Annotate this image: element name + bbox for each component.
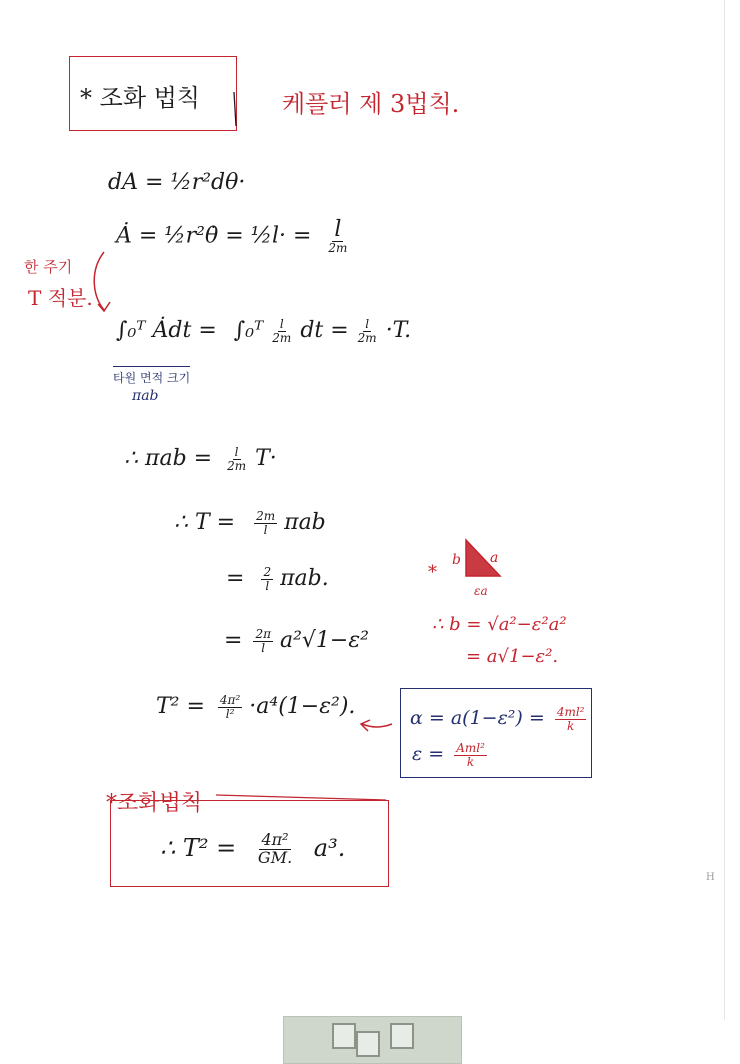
equation-lhs: = [224,628,243,654]
integral-mid: dt = [300,318,349,344]
fraction-numerator: 4π² [261,830,289,849]
fraction-numerator: l [334,217,342,242]
triangle-shape [466,540,500,576]
integral-lhs: ∫₀ᵀ Ȧdt = [116,318,217,344]
integral-rhs: ∫₀ᵀ [233,318,264,344]
side-note-period: 한 주기 [24,258,73,276]
equation-tail: a³. [313,833,346,862]
equation-lhs: ∴ T = [174,510,236,536]
side-note-integrate: T 적분. [28,286,93,310]
fraction-denominator: GM. [257,847,293,867]
equation-lhs: ∴ T² = [160,833,237,862]
harmonic-underline [216,795,386,800]
fraction-denominator: 2m [328,241,348,256]
integral-tail: ·T. [385,318,412,344]
equation-area-rate-lhs: Ȧ = ½r²θ̇ = ½l· = [116,223,312,249]
fraction-denominator: l [261,640,266,655]
pointer-arrow [361,720,392,731]
alpha-lhs: α = a(1−ε²) = [410,707,545,730]
fraction-denominator: k [567,718,575,733]
fraction-numerator: 4π² [219,693,241,707]
equation-lhs: ∴ πab = [124,446,213,472]
title-label: * 조화 법칙 [80,84,200,112]
b-equation-simplified: = a√1−ε². [466,646,559,667]
equation-tail: πab [284,510,326,536]
triangle-star: * [428,562,437,583]
corner-mark: H [706,872,715,883]
equation-rhs: T· [255,446,277,472]
fraction-numerator: l [365,317,370,331]
fraction-numerator: 4ml² [556,705,585,719]
fraction-numerator: 2m [256,509,276,523]
equation-lhs: T² = [156,694,205,720]
fraction-numerator: l [279,317,284,331]
b-equation: ∴ b = √a²−ε²a² [432,614,567,635]
fraction-denominator: k [466,754,475,769]
fraction-numerator: 2π [255,627,271,641]
triangle-side-b: b [452,552,461,568]
title-underline [234,92,236,126]
fraction-numerator: Aml² [456,741,485,755]
equation-area-differential: dA = ½r²dθ· [108,170,246,195]
triangle-side-a: a [490,550,499,566]
side-note-arrow [94,252,110,311]
fraction-denominator: l² [225,706,235,721]
equation-tail: a²√1−ε² [279,628,369,654]
ellipse-area-value: πab [132,388,159,404]
fraction-numerator: 2 [263,565,272,579]
fraction-denominator: l [265,578,270,593]
page-icon [332,1023,356,1049]
fraction-denominator: 2m [227,458,247,473]
fraction-denominator: 2m [357,330,377,345]
triangle-side-base: εa [474,584,488,598]
fraction-denominator: l [263,522,268,537]
ellipse-area-label: 타원 면적 크기 [113,366,190,386]
epsilon-lhs: ε = [412,743,445,766]
kepler-note: 케플러 제 3법칙. [282,90,460,118]
equation-lhs: = [226,566,245,592]
scanner-thumbnail [283,1016,462,1064]
fraction-denominator: 2m [272,330,292,345]
page-icon [390,1023,414,1049]
film-icon [356,1031,380,1057]
fraction-numerator: l [234,445,239,459]
equation-tail: ·a⁴(1−ε²). [249,694,356,720]
harmonic-law-label: *조화법칙 [106,791,203,816]
equation-tail: πab. [280,566,329,592]
